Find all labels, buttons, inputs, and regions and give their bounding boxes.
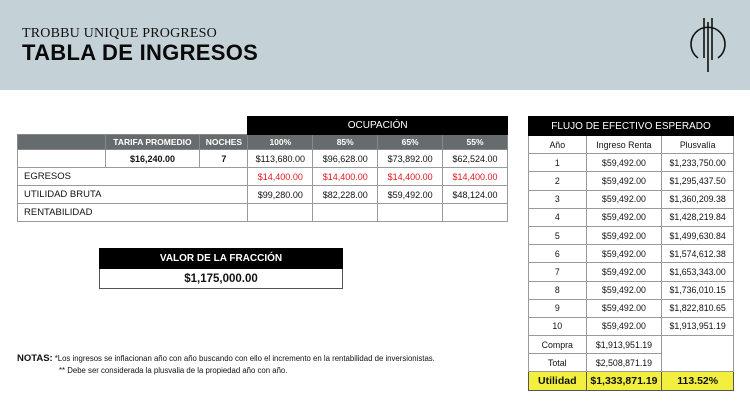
table-row: [529, 263, 734, 281]
table-row: [529, 281, 734, 299]
table-row: [529, 190, 734, 208]
plusvalia: $1,428,219.84: [662, 208, 734, 226]
row-label: RENTABILIDAD: [18, 204, 248, 222]
plusvalia: $1,295,437.50: [662, 172, 734, 190]
fraccion-table: [99, 248, 343, 289]
note-1: *Los ingresos se inflacionan año con año buscando con ello el incremento en la rentabilidad de inversionistas.: [54, 354, 435, 363]
col-header-65: 65%: [378, 135, 443, 150]
table-row: [529, 208, 734, 226]
egreso-85: $14,400.00: [313, 168, 378, 186]
col-header-plusvalia: Plusvalía: [662, 136, 734, 154]
table-row-utilidad-bruta: [18, 186, 508, 204]
ingreso-renta: $59,492.00: [586, 172, 662, 190]
ano: 2: [529, 172, 587, 190]
ano: 7: [529, 263, 587, 281]
ingreso-renta: $59,492.00: [586, 190, 662, 208]
ingreso-renta: $59,492.00: [586, 299, 662, 317]
ano: 3: [529, 190, 587, 208]
total-label: Total: [529, 354, 587, 372]
ingreso-renta: $59,492.00: [586, 226, 662, 244]
rentabilidad-85: [313, 204, 378, 222]
flujo-title: FLUJO DE EFECTIVO ESPERADO: [529, 117, 734, 136]
table-row-egresos: [18, 168, 508, 186]
row-label: EGRESOS: [18, 168, 248, 186]
plusvalia: $1,913,951.19: [662, 317, 734, 335]
notes-label: NOTAS:: [17, 353, 53, 364]
ano: 8: [529, 281, 587, 299]
plusvalia: $1,499,630.84: [662, 226, 734, 244]
table-row: [529, 317, 734, 335]
utilidad-percent: 113.52%: [662, 372, 734, 390]
egreso-55: $14,400.00: [443, 168, 508, 186]
plusvalia: $1,736,010.15: [662, 281, 734, 299]
ingreso-85: $96,628.00: [313, 150, 378, 168]
table-row-compra: [529, 336, 734, 354]
page-subtitle: TROBBU UNIQUE PROGRESO: [22, 26, 217, 41]
col-header-85: 85%: [313, 135, 378, 150]
ingreso-100: $113,680.00: [248, 150, 313, 168]
fraccion-label: VALOR DE LA FRACCIÓN: [100, 249, 343, 269]
ano: 6: [529, 245, 587, 263]
ano: 9: [529, 299, 587, 317]
note-2: ** Debe ser considerada la plusvalia de la propiedad año con año.: [59, 366, 288, 375]
page-header: [0, 0, 750, 90]
utilidad-65: $59,492.00: [378, 186, 443, 204]
ano: 5: [529, 226, 587, 244]
compra-label: Compra: [529, 336, 587, 354]
notes: [17, 353, 435, 377]
ingreso-55: $62,524.00: [443, 150, 508, 168]
plusvalia: $1,653,343.00: [662, 263, 734, 281]
table-row: [529, 172, 734, 190]
utilidad-label: Utilidad: [529, 372, 587, 390]
ano: 4: [529, 208, 587, 226]
total-value: $2,508,871.19: [586, 354, 662, 372]
utilidad-value: $1,333,871.19: [586, 372, 662, 390]
utilidad-85: $82,228.00: [313, 186, 378, 204]
trobbu-logo-icon: [686, 14, 730, 76]
ingreso-renta: $59,492.00: [586, 245, 662, 263]
col-header-tarifa: TARIFA PROMEDIO: [105, 135, 200, 150]
compra-value: $1,913,951.19: [586, 336, 662, 354]
row-label: UTILIDAD BRUTA: [18, 186, 248, 204]
ingreso-renta: $59,492.00: [586, 317, 662, 335]
flujo-column-headers: [529, 136, 734, 154]
table-row: [529, 226, 734, 244]
ano: 10: [529, 317, 587, 335]
ocupacion-header: OCUPACIÓN: [248, 117, 508, 135]
table-row: [529, 154, 734, 172]
table-row: [529, 245, 734, 263]
col-header-noches: NOCHES: [200, 135, 248, 150]
col-header-ano: Año: [529, 136, 587, 154]
col-header-ingreso-renta: Ingreso Renta: [586, 136, 662, 154]
table-row-utilidad: [529, 372, 734, 390]
ingreso-65: $73,892.00: [378, 150, 443, 168]
col-header-blank: [18, 135, 106, 150]
rentabilidad-65: [378, 204, 443, 222]
plusvalia: $1,574,612.38: [662, 245, 734, 263]
utilidad-100: $99,280.00: [248, 186, 313, 204]
table-row-rentabilidad: [18, 204, 508, 222]
col-header-100: 100%: [248, 135, 313, 150]
flujo-table: [528, 116, 734, 391]
ingreso-renta: $59,492.00: [586, 208, 662, 226]
egreso-65: $14,400.00: [378, 168, 443, 186]
tarifa-value: $16,240.00: [105, 150, 200, 168]
rentabilidad-55: [443, 204, 508, 222]
col-header-55: 55%: [443, 135, 508, 150]
ingreso-renta: $59,492.00: [586, 263, 662, 281]
plusvalia: $1,360,209.38: [662, 190, 734, 208]
ingreso-renta: $59,492.00: [586, 281, 662, 299]
plusvalia: $1,822,810.65: [662, 299, 734, 317]
rentabilidad-100: [248, 204, 313, 222]
table-row: [529, 299, 734, 317]
page-title: TABLA DE INGRESOS: [22, 40, 259, 65]
utilidad-55: $48,124.00: [443, 186, 508, 204]
column-headers: [18, 135, 508, 150]
ingresos-table: [17, 116, 508, 222]
table-row-ingresos: [18, 150, 508, 168]
fraccion-value: $1,175,000.00: [100, 269, 343, 289]
noches-value: 7: [200, 150, 248, 168]
ano: 1: [529, 154, 587, 172]
plusvalia: $1,233,750.00: [662, 154, 734, 172]
ingreso-renta: $59,492.00: [586, 154, 662, 172]
egreso-100: $14,400.00: [248, 168, 313, 186]
